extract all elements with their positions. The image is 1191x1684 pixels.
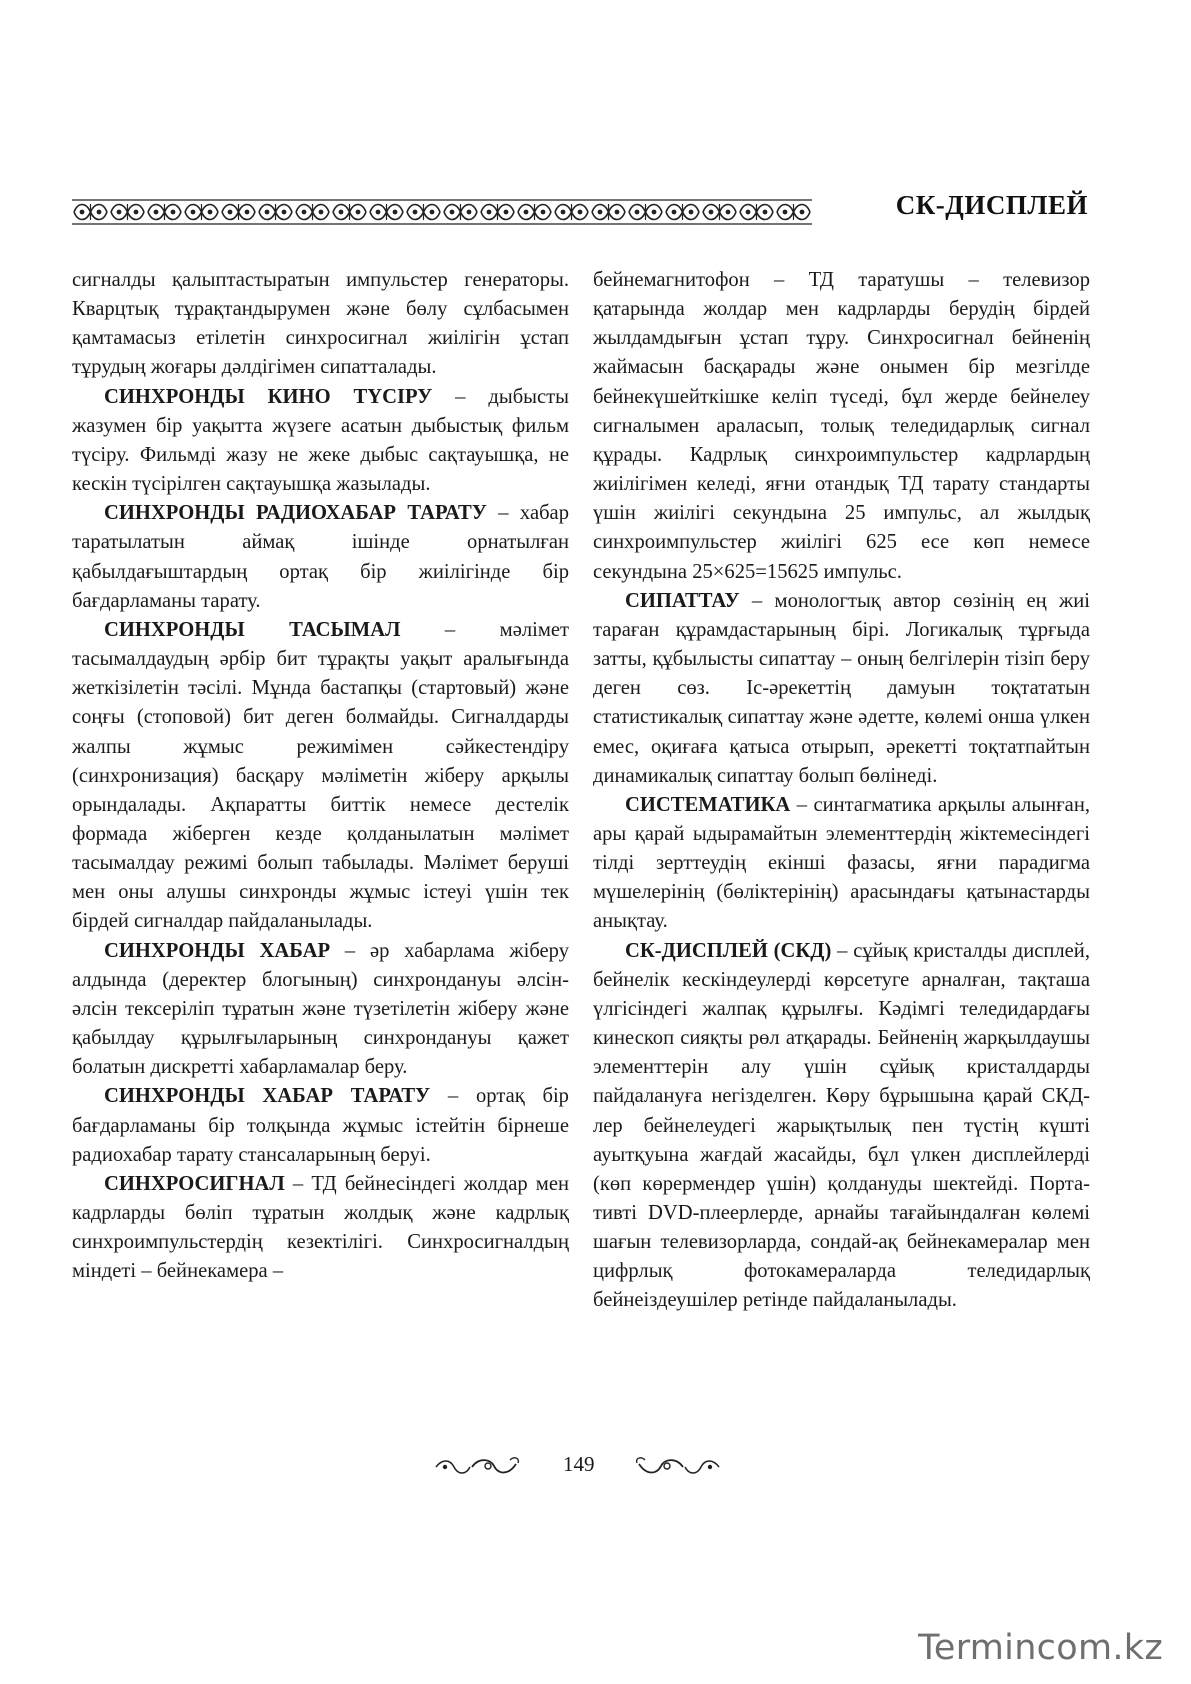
watermark-text: Termincom.kz — [918, 1628, 1163, 1668]
entry-paragraph — [72, 499, 569, 616]
entry-paragraph — [72, 1082, 569, 1169]
entry-paragraph — [72, 1170, 569, 1287]
entry-paragraph — [72, 616, 569, 937]
left-column — [72, 266, 569, 1286]
entry-text: – ортақ бір бағдарламаны бір толқында жұмыс істейтін бірнеше радиохабар тарату стансаларының беруі. — [72, 1085, 569, 1166]
entry-text: сигналды қалыптастыратын импульстер генераторы. Кварцтық тұрақтандырумен және бөлу сұлбасымен қамтамасыз етілетін синхросигнал жиілігін ұстап тұрудың жоғары дәлдігімен сипатталады. — [72, 269, 569, 379]
entry-text: – монологтық автор сөзінің ең жиі тараған құрамдастарының бірі. Логикалық тұрғыда затты, құбылысты сипаттау – оның белгілерін тізіп беру деген сөз. Іс-әрекеттің дамуын тоқтататын статистикалық сипаттау және әдетте, көлемі онша үлкен емес, оқиғаға қатыса отырып, әрекетті тоқтатпайтын динамикалық сипаттау болып бөлінеді. — [593, 589, 1090, 787]
entry-paragraph — [593, 266, 1090, 587]
entry-paragraph — [593, 937, 1090, 1316]
page-footer — [0, 1448, 1191, 1488]
page-number: 149 — [563, 1452, 595, 1476]
watermark-logo — [918, 1628, 1163, 1672]
entry-term: СК-ДИСПЛЕЙ (СКД) — [625, 939, 832, 962]
entry-term: СИНХРОНДЫ ТАСЫМАЛ — [104, 618, 401, 641]
footer-ornament-left-icon — [432, 1454, 522, 1480]
entry-text: – мәлімет тасымалдаудың әрбір бит тұрақты уақыт аралығында жеткізілетін тәсілі. Мұнда бастапқы (стартовый) және соңғы (стоповой) бит деген болмайды. Сигналдарды жалпы жұмыс режимімен сәйкестендіру (синхронизация) басқару мәліметін жіберу арқылы орындалады. Ақпаратты биттік немесе дестелік формада жіберген кезде қолданылатын мәлімет тасымалдау режимі болып табылады. Мәлімет беруші мен оны алушы синхронды жұмыс істеуі үшін тек бірдей сигналдар пайдаланылады. — [72, 618, 569, 933]
entry-term: СИПАТТАУ — [625, 589, 740, 612]
entry-paragraph — [593, 791, 1090, 937]
right-column — [593, 266, 1090, 1316]
entry-text: – сұйық кристалды дисплей, бейнелік кескіндеулерді көрсетуге арналған, тақташа үлгісіндегі жалпақ құрылғы. Кәдімгі теледидардағы кинескоп сияқты рөл атқарады. Бейненің жарқылдаушы элементтерін алу үшін сұйық кристалдарды пайдалануға негізделген. Көру бұрышына қарай СКД-лер бейнелеудегі жарықтылық пен түстің күшті ауытқуына жағдай жасайды, бұл үлкен дисплейлерді (көп көрермендер үшін) қолдануды шектейді. Портативті DVD-плеерлерде, арнайы тағайындалған көлемі шағын телевизорларда, сондай-ақ бейнекамералар мен цифрлық фотокамераларда теледидарлық бейнеіздеушілер ретінде пайдаланылады. — [593, 939, 1090, 1312]
entry-term: СИНХРОНДЫ РАДИОХАБАР ТАРАТУ — [104, 502, 487, 525]
entry-text: – синтагматика арқылы алынған, ары қарай ыдырамайтын элементтердің жіктемесіндегі тілді зерттеудің екінші фазасы, яғни парадигма мүшелерінің (бөліктерінің) арасындағы қатынастарды анықтау. — [593, 793, 1090, 933]
entry-term: СИНХРОНДЫ ХАБАР — [104, 939, 331, 962]
entry-paragraph — [72, 937, 569, 1083]
entry-paragraph — [72, 383, 569, 500]
entry-term: СИНХРОНДЫ ХАБАР ТАРАТУ — [104, 1085, 431, 1108]
entry-paragraph — [72, 266, 569, 383]
entry-text: – ТД бейнесіндегі жолдар мен кадрларды бөліп тұратын жолдық және кадрлық синхроимпульстердің кезектілігі. Синхросигналдың міндеті – бейнекамера – — [72, 1172, 569, 1283]
footer-ornament-right-icon — [633, 1454, 723, 1480]
entry-text: – хабар таратылатын аймақ ішінде орнатылған қабылдағыштардың ортақ бір жиілігінде бір бағдарламаны тарату. — [72, 502, 569, 612]
entry-term: СИНХРОСИГНАЛ — [104, 1172, 285, 1195]
entry-text: – дыбысты жазумен бір уақытта жүзеге асатын дыбыстық фильм түсіру. Фильмді жазу не жеке дыбыс сақтауышқа, не кескін түсірілген сақтауышқа жазылады. — [72, 385, 569, 496]
entry-term: СИСТЕМАТИКА — [625, 793, 791, 816]
running-title: СК-ДИСПЛЕЙ — [895, 190, 1088, 220]
entry-text: – әр хабарлама жіберу алдында (деректер блогының) синхрондануы әлсін-әлсін тексеріліп тұратын және түзетілетін жіберу және қабылдау құрылғыларының синхрондануы қажет болатын дискретті хабарламалар беру. — [72, 939, 569, 1079]
page-header — [72, 190, 1088, 234]
entry-paragraph — [593, 587, 1090, 791]
ornament-band-icon — [72, 198, 812, 226]
entry-text: бейнемагнитофон – ТД таратушы – телевизор қатарында жолдар мен кадрларды берудің бірдей жылдамдығын ұстап тұру. Синхросигнал бейненің жаймасын басқарады және онымен бір мезгілде бейнекүшейткішке келіп түседі, бұл жерде бейнелеу сигналымен араласып, толық теледидарлық сигнал құрады. Кадрлық синхроимпульстер кадрлардың жиілігімен келеді, яғни отандық ТД тарату стандарты үшін жиілігі секундына 25 импульс, ал жылдық синхроимпульстер жиілігі 625 есе көп немесе секундына 25×625=15625 импульс. — [593, 269, 1090, 583]
entry-term: СИНХРОНДЫ КИНО ТҮСІРУ — [104, 385, 433, 408]
